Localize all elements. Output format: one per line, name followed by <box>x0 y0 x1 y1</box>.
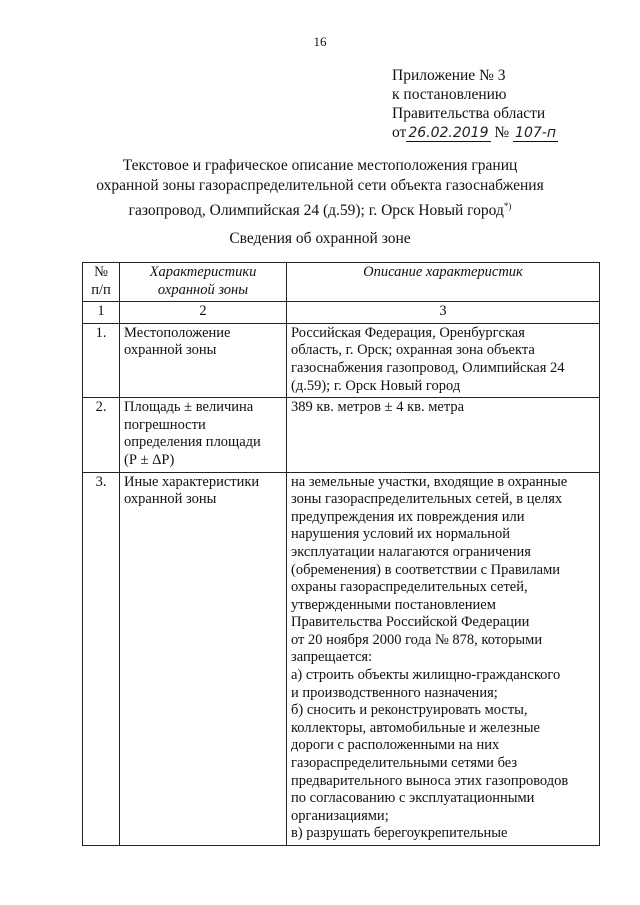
footnote-mark: *) <box>503 201 512 211</box>
cell-line: (д.59); г. Орск Новый город <box>291 377 461 394</box>
appendix-line-2: к постановлению <box>392 86 507 103</box>
title-line-3 <box>60 196 580 221</box>
cell-line: охраны газораспределительных сетей, <box>291 579 528 596</box>
cell-line: запрещается: <box>291 649 373 666</box>
page-number: 16 <box>313 34 327 49</box>
table-row <box>83 398 600 472</box>
cell-line: охранной зоны <box>124 491 217 508</box>
cell-line: коллекторы, автомобильные и железные <box>291 719 540 736</box>
cell-line: в) разрушать берегоукрепительные <box>291 825 508 842</box>
handwritten-number: 107-п <box>515 125 556 141</box>
table-header-row <box>83 263 600 302</box>
header-char-line-1: Характеристики <box>149 264 257 280</box>
header-num <box>83 263 120 302</box>
row-characteristic <box>120 323 287 397</box>
cell-line: Площадь ± величина <box>124 399 254 416</box>
cell-line: определения площади <box>124 434 261 451</box>
cell-line: на земельные участки, входящие в охранные <box>291 473 568 490</box>
row-number: 1. <box>83 323 120 397</box>
row-characteristic <box>120 398 287 472</box>
column-number-row <box>83 302 600 324</box>
cell-line: Российская Федерация, Оренбургская <box>291 324 525 341</box>
table-row <box>83 323 600 397</box>
header-char-line-2: охранной зоны <box>157 281 249 298</box>
cell-line: (Р ± ΔР) <box>124 451 175 468</box>
column-number: 1 <box>83 302 120 324</box>
cell-line: и производственного назначения; <box>291 684 498 701</box>
cell-line: Местоположение <box>124 324 231 341</box>
table-row <box>83 472 600 845</box>
cell-line: организациями; <box>291 807 389 824</box>
title-line-3-text: газопровод, Олимпийская 24 (д.59); г. Орск Новый город <box>128 202 504 220</box>
header-description: Описание характеристик <box>287 263 600 302</box>
cell-line: дороги с расположенными на них <box>291 737 500 754</box>
cell-line: утвержденными постановлением <box>291 596 496 613</box>
cell-line: б) сносить и реконструировать мосты, <box>291 702 528 719</box>
row-number: 2. <box>83 398 120 472</box>
header-num-line-2: п/п <box>91 281 111 298</box>
date-prefix: от <box>392 124 407 141</box>
cell-line: предупреждения их повреждения или <box>291 508 525 525</box>
appendix-line-1: Приложение № 3 <box>392 67 506 84</box>
column-number: 3 <box>287 302 600 324</box>
cell-line: газоснабжения газопровод, Олимпийская 24 <box>291 359 565 376</box>
row-description <box>287 472 600 845</box>
title-line-2: охранной зоны газораспределительной сети объекта газоснабжения <box>96 177 544 194</box>
row-characteristic <box>120 472 287 845</box>
cell-line: по согласованию с эксплуатационными <box>291 790 535 807</box>
appendix-line-3: Правительства области <box>392 105 546 122</box>
title-line-1: Текстовое и графическое описание местоположения границ <box>122 157 518 174</box>
cell-line: нарушения условий их нормальной <box>291 526 511 543</box>
appendix-block <box>392 66 558 143</box>
row-number: 3. <box>83 472 120 845</box>
cell-line: предварительного выноса этих газопроводов <box>291 772 569 789</box>
cell-line: охранной зоны <box>124 342 217 359</box>
cell-line: Правительства Российской Федерации <box>291 614 530 631</box>
cell-line: 389 кв. метров ± 4 кв. метра <box>291 399 465 416</box>
cell-line: Иные характеристики <box>124 473 260 490</box>
cell-line: зоны газораспределительных сетей, в целях <box>291 491 563 508</box>
appendix-date-line <box>392 123 558 143</box>
cell-line: от 20 ноября 2000 года № 878, которыми <box>291 631 543 648</box>
document-title <box>60 156 580 221</box>
handwritten-date: 26.02.2019 <box>408 125 489 141</box>
cell-line: (обременения) в соответствии с Правилами <box>291 561 561 578</box>
row-description <box>287 323 600 397</box>
cell-line: погрешности <box>124 416 206 433</box>
row-description <box>287 398 600 472</box>
cell-line: область, г. Орск; охранная зона объекта <box>291 342 535 359</box>
cell-line: газораспределительными сетями без <box>291 755 518 772</box>
zone-table <box>82 262 600 846</box>
cell-line: а) строить объекты жилищно-гражданского <box>291 667 561 684</box>
section-title: Сведения об охранной зоне <box>229 230 411 247</box>
header-characteristics <box>120 263 287 302</box>
header-num-line-1: № <box>94 264 108 280</box>
column-number: 2 <box>120 302 287 324</box>
number-prefix: № <box>494 124 510 141</box>
cell-line: эксплуатации налагаются ограничения <box>291 543 531 560</box>
